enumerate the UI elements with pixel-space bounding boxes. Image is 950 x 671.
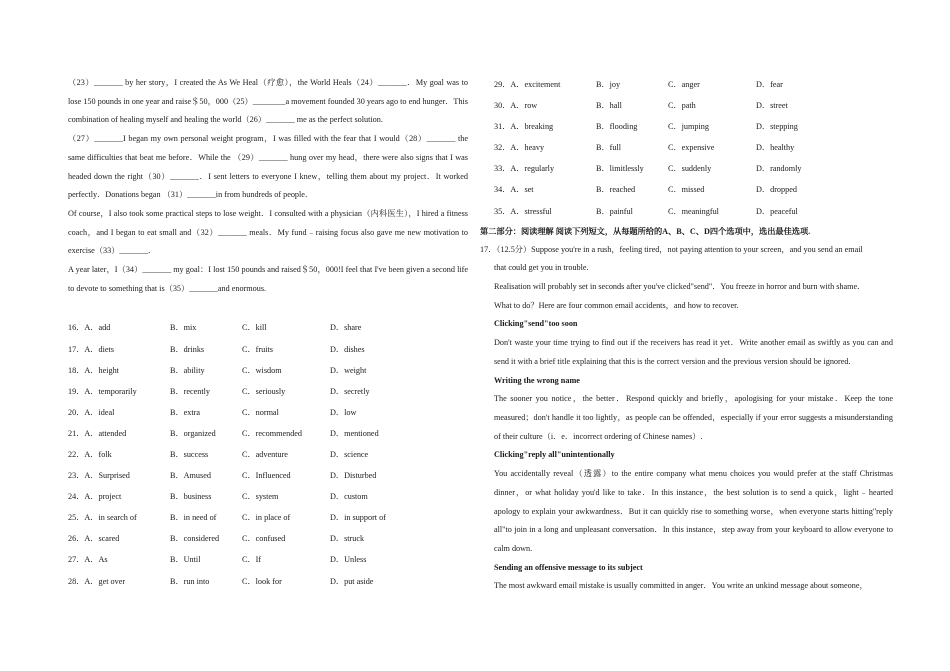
option-text: A．in search of [84, 513, 137, 523]
question-number: 23． [68, 471, 85, 481]
option-c: C．meaningful [668, 206, 719, 216]
option-a [494, 95, 596, 116]
option-text: A．project [84, 492, 122, 502]
option-row [68, 507, 468, 528]
cloze-paragraph: Of course，I also took some practical steps to lose weight．I consulted with a physician（内科医生），I hired a fitness coach，and I began to eat small and（32）_______ meals．My fund﹣raising focus also gave me new motivation to exercise（33）_______． [68, 208, 468, 256]
option-c: C．look for [242, 576, 282, 586]
option-b: B．joy [596, 80, 621, 89]
option-row [480, 137, 893, 158]
option-d: D．fear [756, 80, 783, 89]
question-number: 22． [68, 450, 85, 459]
option-d: D．weight [330, 365, 367, 375]
option-d: D．peaceful [756, 206, 798, 216]
option-c: C．normal [242, 407, 279, 417]
reading-line: that could get you in trouble. [494, 263, 589, 273]
option-c: C．path [668, 101, 696, 111]
question-number: 18． [68, 365, 85, 375]
option-text: A．diets [84, 344, 114, 354]
option-a [68, 423, 170, 444]
option-text: A．excitement [510, 80, 561, 89]
question-number: 30． [494, 101, 511, 111]
question-number: 29． [494, 80, 511, 89]
option-row [68, 444, 468, 465]
option-text: A．folk [84, 450, 112, 459]
question-number: 19． [68, 386, 85, 396]
option-row [68, 465, 468, 486]
option-c: C．seriously [242, 386, 286, 396]
option-row [480, 95, 893, 116]
option-a [494, 201, 596, 222]
option-b: B．business [170, 492, 212, 502]
option-row [68, 381, 468, 402]
option-d: D．struck [330, 534, 365, 544]
option-d: D．low [330, 407, 357, 417]
option-b: B．mix [170, 323, 197, 333]
question-number: 34． [494, 185, 511, 195]
option-d: D．in support of [330, 513, 386, 523]
option-c: C．expensive [668, 143, 715, 153]
option-c: C．anger [668, 80, 700, 89]
option-c: C．wisdom [242, 365, 282, 375]
question-number: 28． [68, 576, 85, 586]
option-a [68, 486, 170, 507]
option-text: A．As [84, 555, 108, 565]
option-b: B．hall [596, 101, 622, 111]
option-c: C．jumping [668, 122, 709, 132]
option-b: B．considered [170, 534, 220, 544]
option-a [68, 381, 170, 402]
option-row [68, 528, 468, 549]
option-row [480, 158, 893, 179]
option-text: A．Surprised [84, 471, 130, 481]
option-b: B．organized [170, 428, 216, 438]
option-d: D．street [756, 101, 788, 111]
option-row [68, 571, 468, 592]
question-number: 27． [68, 555, 85, 565]
option-b: B．Amused [170, 471, 211, 481]
option-b: B．success [170, 450, 209, 459]
option-c: C．system [242, 492, 279, 502]
option-b: B．ability [170, 365, 205, 375]
option-b: B．recently [170, 386, 211, 396]
section-title: 第二部分：阅读理解 阅读下列短文，从每题所给的A、B、C、D四个选项中，选出最佳选项. [480, 226, 811, 236]
option-d: D．share [330, 323, 362, 333]
question-number: 24． [68, 492, 85, 502]
option-b: B．drinks [170, 344, 205, 354]
option-d: D．Unless [330, 555, 367, 565]
question-number: 26． [68, 534, 85, 544]
question-number: 25． [68, 513, 85, 523]
reading-paragraph: The sooner you notice，the better．Respond quickly and briefly，apologising for your mistake．Keep the tone measured；don't handle it too lightly，as people can be offended，especially if your error suggests a misunderstanding of their culture（i．e．incorrect ordering of Chinese names）. [494, 394, 893, 441]
option-text: A．regularly [510, 164, 555, 174]
reading-paragraph: The most awkward email mistake is usually committed in anger．You write an unkind message about someone， [494, 581, 868, 591]
option-b: B．run into [170, 576, 210, 586]
subheading: Writing the wrong name [494, 375, 580, 385]
question-number: 33． [494, 164, 511, 174]
option-a [68, 507, 170, 528]
option-text: A．scared [84, 534, 120, 544]
option-b: B．painful [596, 206, 633, 216]
option-d: D．secretly [330, 386, 370, 396]
reading-paragraph: Don't waste your time trying to find out if the receivers has read it yet．Write another email as swiftly as you can and send it with a brief title explaining that this is the correct version and the previous version should be ignored. [494, 338, 893, 366]
option-row [68, 402, 468, 423]
option-a [494, 137, 596, 158]
option-text: A．temporarily [84, 386, 137, 396]
option-row [480, 116, 893, 137]
option-c: C．fruits [242, 344, 273, 354]
option-row [480, 179, 893, 200]
option-text: A．add [84, 323, 111, 333]
option-text: A．stressful [510, 206, 552, 216]
left-column [68, 74, 468, 592]
option-row [68, 549, 468, 570]
option-b: B．in need of [170, 513, 217, 523]
cloze-paragraph: A year later，I（34）_______ my goal：I lost 150 pounds and raised＄50，000!I feel that I've been given a second life to devote to something that is（35）_______and enormous. [68, 265, 468, 293]
option-d: D．dropped [756, 185, 797, 195]
question-number: 17． [68, 344, 85, 354]
option-d: D．dishes [330, 344, 365, 354]
option-b: B．limitlessly [596, 164, 644, 174]
option-row [480, 74, 893, 95]
option-row [68, 317, 468, 338]
option-d: D．stepping [756, 122, 798, 132]
option-text: A．row [510, 101, 538, 111]
option-c: C．If [242, 555, 262, 565]
option-text: A．attended [84, 428, 127, 438]
option-d: D．put aside [330, 576, 374, 586]
question-number: 35． [494, 206, 511, 216]
option-text: A．get over [84, 576, 126, 586]
option-a [68, 360, 170, 381]
question-number: 32． [494, 143, 511, 153]
option-d: D．science [330, 450, 369, 459]
cloze-options [68, 317, 468, 591]
option-text: A．breaking [510, 122, 554, 132]
option-a [68, 571, 170, 592]
option-c: C．recommended [242, 428, 303, 438]
option-d: D．custom [330, 492, 368, 502]
question-number: 20． [68, 407, 85, 417]
option-row [68, 360, 468, 381]
question-number: 16． [68, 323, 85, 333]
option-b: B．full [596, 143, 622, 153]
option-row [68, 486, 468, 507]
option-text: A．heavy [510, 143, 545, 153]
cloze-paragraph: （27）_______I began my own personal weight program，I was filled with the fear that I would（28）_______ the same difficulties that beat me before．While the （29）_______ hung over my head，there were also signs that I was headed down the right（30）_______．I sent letters to everyone I knew，telling them about my project．It worked perfectly．Donations began （31）_______in from hundreds of people． [68, 134, 468, 200]
option-d: D．healthy [756, 143, 795, 153]
cloze-paragraph: （23）_______ by her story，I created the As We Heal（疗愈），the World Heals（24）_______．My goal was to lose 150 pounds in one year and raise＄50，000（25）________a movement founded 30 years ago to end hunger．This combination of healing myself and healing the world（26）_______ me as the perfect solution. [68, 78, 468, 125]
option-c: C．missed [668, 185, 705, 195]
question-number: 21． [68, 428, 85, 438]
option-c: C．suddenly [668, 164, 712, 174]
right-column [480, 74, 893, 596]
option-a [68, 465, 170, 486]
option-row [480, 201, 893, 222]
option-c: C．confused [242, 534, 286, 544]
option-d: D．randomly [756, 164, 802, 174]
question-number: 31． [494, 122, 511, 132]
subheading: Clicking"reply all"unintentionally [494, 450, 615, 460]
option-a [68, 549, 170, 570]
option-a [68, 528, 170, 549]
question-head: 17．（12.5分）Suppose you're in a rush，feeling tired，not paying attention to your screen，and you send an email [480, 244, 863, 254]
reading-paragraph: You accidentally reveal（透露）to the entire company what menu choices you would prefer at the staff Christmas dinner，or what holiday you'd like to take．In this instance，the best solution is to send a quick，light﹣hearted apology to explain your awkwardness．But it can quickly rise to something worse，when everyone starts hitting"reply all"to join in a long and unpleasant conversation．In this instance，step away from your keyboard to allow everyone to calm down. [494, 469, 893, 553]
option-c: C．Influenced [242, 471, 291, 481]
option-a [494, 158, 596, 179]
option-b: B．flooding [596, 122, 638, 132]
option-a [494, 179, 596, 200]
option-b: B．Until [170, 555, 201, 565]
subheading: Sending an offensive message to its subject [494, 562, 643, 572]
option-c: C．kill [242, 323, 267, 333]
reading-line: Realisation will probably set in seconds after you've clicked"send"．You freeze in horror and burn with shame． [494, 282, 866, 292]
option-text: A．ideal [84, 407, 115, 417]
option-d: D．mentioned [330, 428, 379, 438]
option-row [68, 423, 468, 444]
reading-line: What to do？Here are four common email accidents，and how to recover. [494, 300, 739, 310]
option-a [68, 339, 170, 360]
subheading: Clicking"send"too soon [494, 319, 578, 329]
option-a [494, 74, 596, 95]
option-a [68, 444, 170, 465]
option-text: A．height [84, 365, 119, 375]
option-a [68, 402, 170, 423]
option-text: A．set [510, 185, 534, 195]
option-a [494, 116, 596, 137]
option-c: C．in place of [242, 513, 291, 523]
option-a [68, 317, 170, 338]
option-row [68, 339, 468, 360]
option-b: B．reached [596, 185, 636, 195]
option-d: D．Disturbed [330, 471, 377, 481]
cloze-options-continued [480, 74, 893, 222]
option-c: C．adventure [242, 450, 288, 459]
option-b: B．extra [170, 407, 201, 417]
